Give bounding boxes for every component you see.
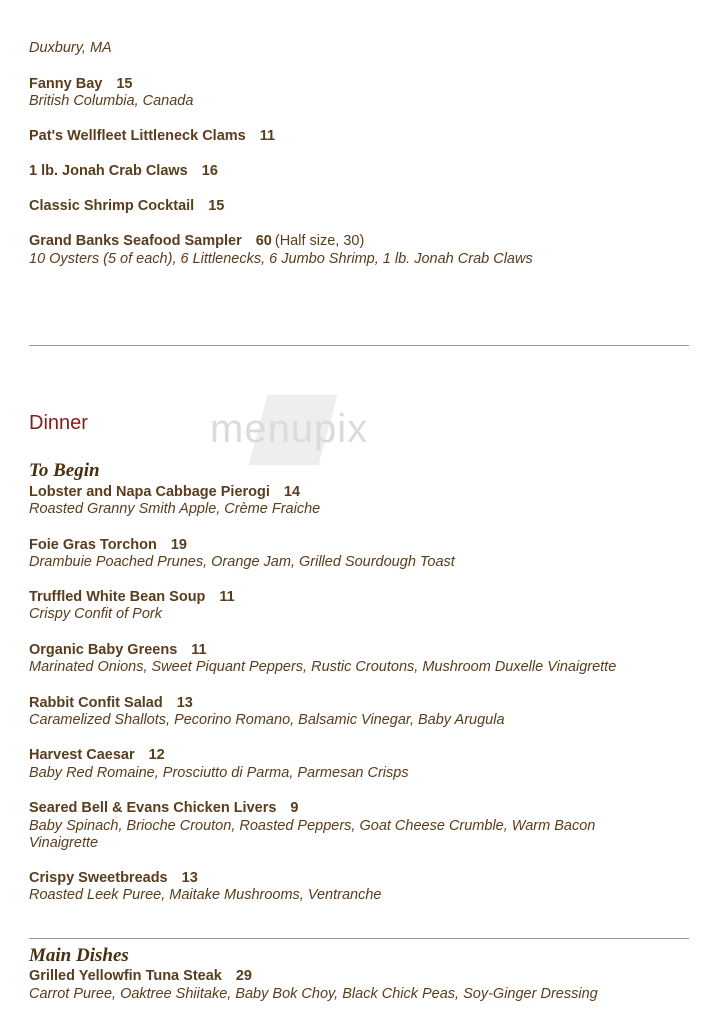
item-price: 16 — [201, 163, 218, 179]
item-description: Baby Red Romaine, Prosciutto di Parma, Parmesan Crisps — [29, 765, 409, 781]
item-price: 15 — [208, 198, 225, 214]
item-extra-note: (Half size, 30) — [274, 233, 365, 249]
menu-item-title — [29, 537, 187, 553]
item-price: 11 — [191, 642, 207, 658]
item-price: 29 — [235, 968, 252, 984]
menu-item-title — [29, 589, 235, 605]
section-divider — [29, 938, 689, 939]
menu-item-title — [29, 76, 132, 92]
item-name: Classic Shrimp Cocktail — [29, 198, 195, 214]
watermark-logo-box — [249, 395, 338, 465]
item-description: Roasted Leek Puree, Maitake Mushrooms, Ventranche — [29, 887, 382, 903]
item-description: Carrot Puree, Oaktree Shiitake, Baby Bok Choy, Black Chick Peas, Soy-Ginger Dressing — [29, 986, 598, 1002]
section-divider — [29, 345, 689, 346]
item-description: Drambuie Poached Prunes, Orange Jam, Grilled Sourdough Toast — [29, 554, 455, 570]
item-price: 9 — [290, 800, 299, 816]
item-name: Lobster and Napa Cabbage Pierogi — [29, 484, 270, 500]
item-name: 1 lb. Jonah Crab Claws — [29, 163, 188, 179]
item-name: Truffled White Bean Soup — [29, 589, 206, 605]
item-name: Rabbit Confit Salad — [29, 695, 163, 711]
menu-item-title — [29, 233, 364, 249]
menu-item-title — [29, 747, 165, 763]
item-price: 60 — [255, 233, 272, 249]
item-price: 13 — [181, 870, 198, 886]
item-name: Organic Baby Greens — [29, 642, 178, 658]
menupix-watermark — [210, 395, 440, 475]
item-description: Crispy Confit of Pork — [29, 606, 162, 622]
item-price: 15 — [116, 76, 133, 92]
menu-item-title — [29, 968, 252, 984]
item-name: Crispy Sweetbreads — [29, 870, 168, 886]
item-name: Harvest Caesar — [29, 747, 135, 763]
item-description: Marinated Onions, Sweet Piquant Peppers, Rustic Croutons, Mushroom Duxelle Vinaigrette — [29, 659, 617, 675]
item-description: 10 Oysters (5 of each), 6 Littlenecks, 6 Jumbo Shrimp, 1 lb. Jonah Crab Claws — [29, 251, 533, 267]
item-price: 11 — [259, 128, 276, 144]
menu-item-title — [29, 128, 275, 144]
menu-item-title — [29, 870, 198, 886]
item-price: 11 — [219, 589, 235, 605]
menu-item-title — [29, 695, 193, 711]
menu-item-title — [29, 163, 218, 179]
menu-item-title — [29, 642, 207, 658]
item-price: 19 — [170, 537, 187, 553]
menu-item-title — [29, 198, 224, 214]
item-name: Seared Bell & Evans Chicken Livers — [29, 800, 277, 816]
item-name: Grand Banks Seafood Sampler — [29, 233, 242, 249]
item-price: 13 — [176, 695, 193, 711]
to-begin-heading: To Begin — [29, 460, 100, 481]
item-description: British Columbia, Canada — [29, 93, 194, 109]
raw-bar-intro-desc: Duxbury, MA — [29, 40, 112, 56]
main-dishes-heading: Main Dishes — [29, 945, 129, 966]
menu-item-title — [29, 484, 300, 500]
item-name: Pat's Wellfleet Littleneck Clams — [29, 128, 246, 144]
item-name: Fanny Bay — [29, 76, 103, 92]
watermark-text: menupix — [210, 407, 369, 451]
item-price: 12 — [148, 747, 165, 763]
item-description: Baby Spinach, Brioche Crouton, Roasted Peppers, Goat Cheese Crumble, Warm Bacon Vinaigrette — [29, 818, 596, 851]
item-price: 14 — [283, 484, 301, 500]
dinner-heading: Dinner — [29, 412, 88, 434]
item-name: Foie Gras Torchon — [29, 537, 157, 553]
menu-item-title — [29, 800, 299, 816]
item-name: Grilled Yellowfin Tuna Steak — [29, 968, 222, 984]
item-description: Caramelized Shallots, Pecorino Romano, Balsamic Vinegar, Baby Arugula — [29, 712, 505, 728]
item-description: Roasted Granny Smith Apple, Crème Fraiche — [29, 501, 321, 517]
